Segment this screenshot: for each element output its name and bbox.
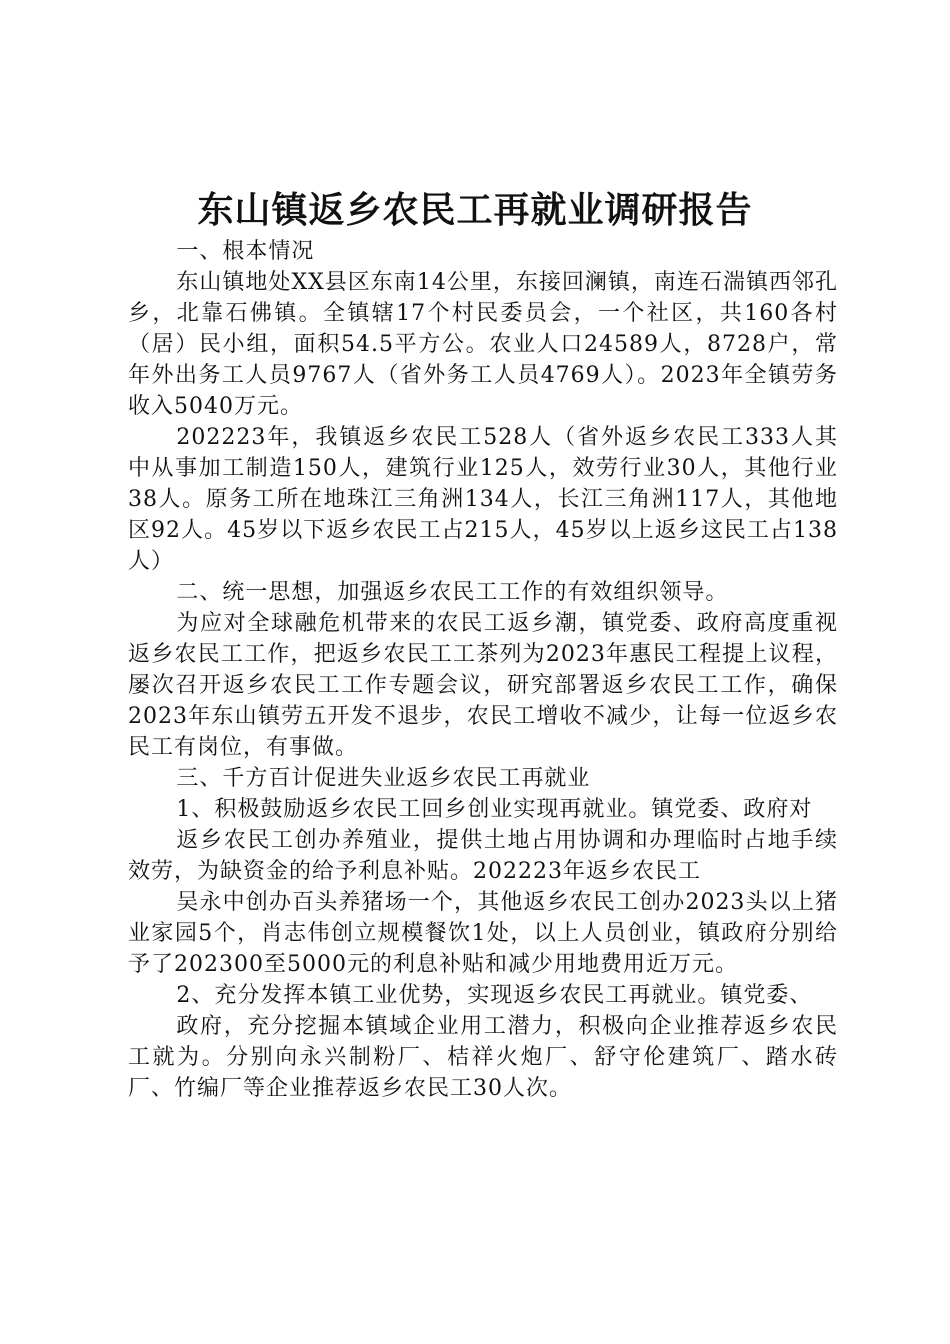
document-title: 东山镇返乡农民工再就业调研报告: [197, 189, 753, 231]
paragraph-returning-workers-stats: 202223年，我镇返乡农民工528人（省外返乡农民工333人其中从事加工制造150人，建筑行业125人，效劳行业30人，其他行业38人。原务工所在地珠江三角洲134人，长江三角洲117人，其他地区92人。45岁以下返乡农民工占215人，45岁以上返乡这民工占138人）: [128, 425, 838, 574]
paragraph-item-1-start: 1、积极鼓励返乡农民工回乡创业实现再就业。镇党委、政府对: [176, 797, 813, 822]
paragraph-item-1-examples: 吴永中创办百头养猪场一个，其他返乡农民工创办2023头以上猪业家园5个，肖志伟创立规模餐饮1处，以上人员创业，镇政府分别给予了202300至5000元的利息补贴和减少用地费用近万元。: [128, 890, 838, 977]
paragraph-town-overview: 东山镇地处XX县区东南14公里，东接回澜镇，南连石湍镇西邻孔乡，北靠石佛镇。全镇辖17个村民委员会，一个社区，共160各村（居）民小组，面积54.5平方公。农业人口24589人，8728户，常年外出务工人员9767人（省外务工人员4769人）。2023年全镇劳务收入5040万元。: [128, 270, 838, 419]
paragraph-item-1-support: 返乡农民工创办养殖业，提供土地占用协调和办理临时占地手续效劳，为缺资金的给予利息补贴。202223年返乡农民工: [128, 828, 838, 884]
section-heading-reemployment: 三、千方百计促进失业返乡农民工再就业: [176, 766, 591, 791]
document-body: [128, 236, 838, 1104]
section-heading-basic-situation: 一、根本情况: [176, 239, 315, 264]
paragraph-party-response: 为应对全球融危机带来的农民工返乡潮，镇党委、政府高度重视返乡农民工工作，把返乡农民工工茶列为2023年惠民工程提上议程，屡次召开返乡农民工工作专题会议，研究部署返乡农民工工作，确保2023年东山镇劳五开发不退步，农民工增收不减少，让每一位返乡农民工有岗位，有事做。: [128, 611, 838, 760]
paragraph-item-2-detail: 政府，充分挖掘本镇域企业用工潜力，积极向企业推荐返乡农民工就为。分别向永兴制粉厂、桔祥火炮厂、舒守伦建筑厂、踏水砖厂、竹编厂等企业推荐返乡农民工30人次。: [128, 1014, 838, 1101]
paragraph-item-2-start: 2、充分发挥本镇工业优势，实现返乡农民工再就业。镇党委、: [176, 983, 813, 1008]
section-heading-unified-thinking: 二、统一思想，加强返乡农民工工作的有效组织领导。: [176, 580, 729, 605]
